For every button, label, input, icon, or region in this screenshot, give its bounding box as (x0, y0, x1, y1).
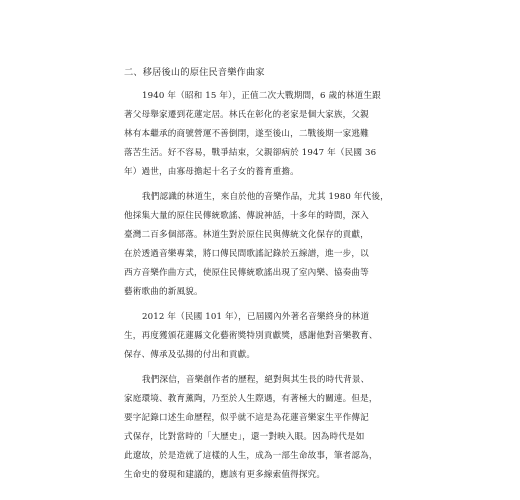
paragraph-line: 著父母舉家遷到花蓮定居。林氏在彰化的老家是個大家族，父親 (124, 110, 369, 120)
paragraph-2 (124, 188, 402, 302)
paragraph-line: 要字記錄口述生命歷程，似乎就不這是為花蓮音樂家生平作傳記 (124, 413, 369, 423)
paragraph-4 (124, 371, 402, 485)
paragraph-line: 2012 年（民國 101 年），已屆國內外著名音樂終身的林道 (142, 312, 370, 322)
paragraph-3 (124, 308, 402, 365)
document-body (124, 66, 402, 491)
paragraph-line: 式保存，比對當時的「大歷史」，還一對映入眼。因為時代是如 (124, 432, 365, 442)
paragraph-line: 我們深信，音樂創作者的歷程，絕對與其生長的時代背景、 (142, 375, 370, 385)
paragraph-line: 我們認識的林道生，來自於他的音樂作品，尤其 1980 年代後， (142, 192, 389, 202)
paragraph-line: 1940 年（昭和 15 年），正值二次大戰期間，6 歲的林道生跟 (142, 91, 381, 101)
paragraph-line: 在於透過音樂專業，將口傳民間歌謠記錄於五線譜，進一步，以 (124, 249, 369, 259)
paragraph-line: 臺灣二百多個部落。林道生對於原住民與傳統文化保存的貢獻， (124, 230, 369, 240)
paragraph-line: 西方音樂作曲方式，使原住民傳統歌謠出現了室內樂、協奏曲等 (124, 268, 369, 278)
paragraph-1 (124, 87, 402, 182)
paragraph-line: 保存、傳承及弘揚的付出和貢獻。 (124, 350, 256, 360)
paragraph-line: 年）過世，由寡母擔起十名子女的養育重擔。 (124, 167, 299, 177)
paragraph-line: 落苦生活。好不容易，戰爭結束，父親卻病於 1947 年（民國 36 (124, 148, 377, 158)
paragraph-line: 藝術歌曲的新風貌。 (124, 287, 203, 297)
paragraph-line: 他採集大量的原住民傳統歌謠、傳說神話，十多年的時間，深入 (124, 211, 369, 221)
paragraph-line: 此遼故，於是造就了這樣的人生，成為一部生命故事，筆者認為， (124, 451, 378, 461)
paragraph-line: 生命史的發現和建議的，應該有更多線索值得探究。 (124, 470, 326, 480)
paragraph-line: 生，再度獲頒花蓮縣文化藝術獎特別貢獻獎，感謝他對音樂教育、 (124, 331, 378, 341)
paragraph-line: 林有本繼承的商號營運不善倒閉，遂至後山，二戰後期一家逃難 (124, 129, 369, 139)
section-title: 二、移居後山的原住民音樂作曲家 (124, 67, 265, 78)
paragraph-line: 家庭環境、教育薰陶，乃至於人生際遇，有著極大的關連。但是， (124, 394, 378, 404)
